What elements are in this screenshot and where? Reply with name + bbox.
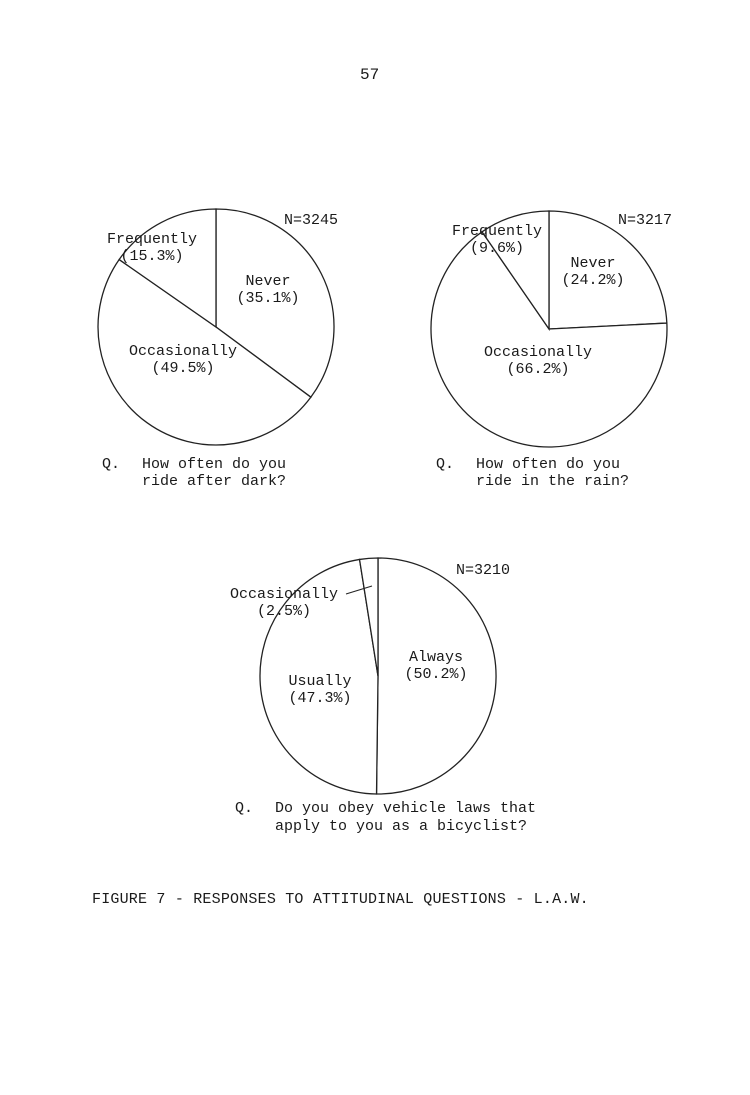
sample-size-label: N=3217: [618, 212, 673, 229]
slice-value-never: (35.1%): [236, 290, 300, 307]
slice-value-occasionally: (49.5%): [151, 360, 215, 377]
sample-size-label: N=3245: [284, 212, 339, 229]
slice-value-frequently: (9.6%): [469, 240, 525, 257]
question-prefix: Q.: [102, 456, 121, 473]
question-line: How often do you: [476, 456, 621, 473]
question-prefix: Q.: [436, 456, 455, 473]
slice-label-occasionally: Occasionally: [483, 344, 593, 361]
question-line: ride in the rain?: [476, 473, 630, 490]
slice-label-frequently: Frequently: [106, 231, 198, 248]
slice-value-occasionally: (2.5%): [256, 603, 312, 620]
question-line: Do you obey vehicle laws that: [275, 800, 537, 817]
question-line: apply to you as a bicyclist?: [275, 818, 528, 835]
slice-label-always: Always: [408, 649, 464, 666]
question-line: ride after dark?: [142, 473, 287, 490]
slice-label-occasionally: Occasionally: [229, 586, 339, 603]
sample-size-label: N=3210: [456, 562, 511, 579]
pie-chart-2: [431, 211, 667, 447]
slice-value-never: (24.2%): [561, 272, 625, 289]
figure-caption: FIGURE 7 - RESPONSES TO ATTITUDINAL QUESTIONS - L.A.W.: [92, 891, 589, 908]
question-prefix: Q.: [235, 800, 254, 817]
slice-label-occasionally: Occasionally: [128, 343, 238, 360]
slice-value-frequently: (15.3%): [120, 248, 184, 265]
page-number: 57: [360, 66, 380, 84]
slice-value-usually: (47.3%): [288, 690, 352, 707]
slice-label-frequently: Frequently: [451, 223, 543, 240]
slice-label-never: Never: [245, 273, 291, 290]
slice-label-usually: Usually: [288, 673, 352, 690]
question-line: How often do you: [142, 456, 287, 473]
slice-label-never: Never: [570, 255, 616, 272]
slice-value-always: (50.2%): [404, 666, 468, 683]
slice-value-occasionally: (66.2%): [506, 361, 570, 378]
